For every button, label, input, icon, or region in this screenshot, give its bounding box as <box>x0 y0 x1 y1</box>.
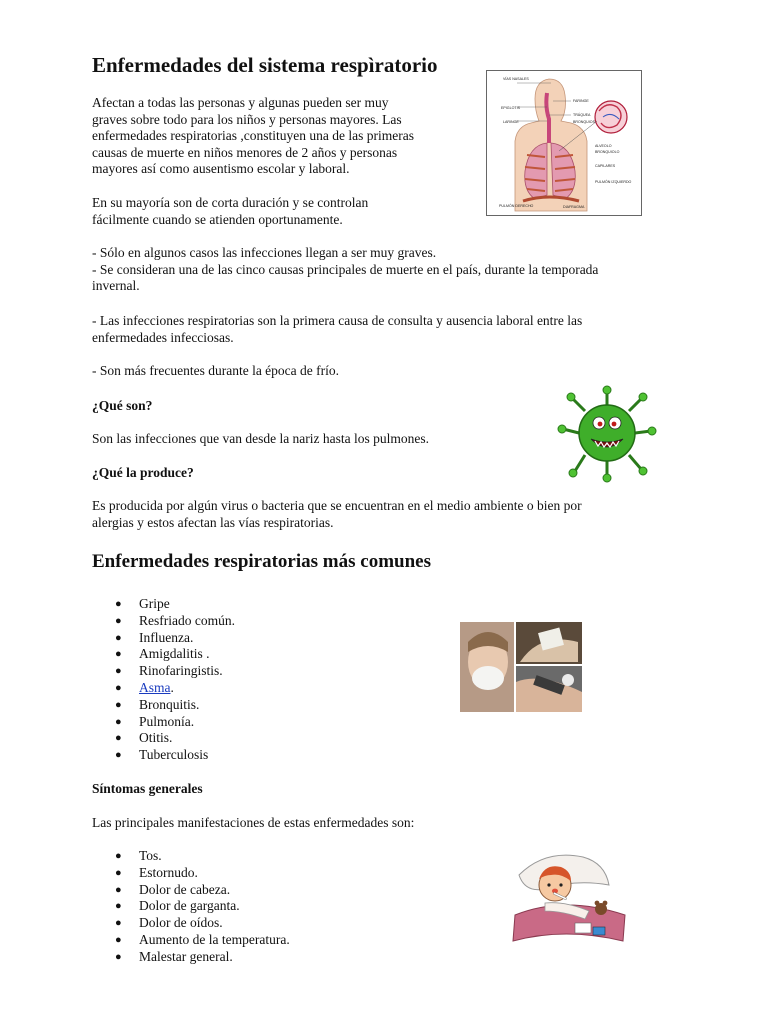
text-line: fácilmente cuando se atienden oportunamente. <box>92 211 343 227</box>
bullet: ● <box>115 614 122 627</box>
list-item <box>92 663 432 680</box>
list-item-text: Influenza. <box>139 629 194 645</box>
anatomy-label: BRONQUIOS <box>573 120 595 124</box>
consultation-paragraph <box>92 313 692 346</box>
what-causes-heading: ¿Qué la produce? <box>92 465 194 480</box>
list-item-text: Amigdalitis . <box>139 646 210 662</box>
sick-child-illustration <box>505 845 630 945</box>
text-line: Afectan a todas las personas y algunas pueden ser muy <box>92 95 389 110</box>
symptoms-list <box>92 848 432 966</box>
illness-photo-collage <box>460 622 582 712</box>
bullet: ● <box>115 950 122 963</box>
list-item-text: . <box>170 679 174 695</box>
sick-child-image <box>505 845 630 945</box>
text-line: - Las infecciones respiratorias son la primera causa de consulta y ausencia laboral entre las <box>92 313 583 328</box>
text-line: enfermedades respiratorias ,constituyen una de las primeras <box>92 128 415 144</box>
anatomy-label: LARINGE <box>503 120 519 124</box>
list-item-text: Tuberculosis <box>139 747 209 763</box>
bullet: ● <box>115 749 122 762</box>
respiratory-anatomy-image <box>486 70 642 216</box>
symptoms-intro: Las principales manifestaciones de estas enfermedades son: <box>92 815 415 830</box>
list-item <box>92 882 432 899</box>
duration-paragraph <box>92 195 472 228</box>
text-line: invernal. <box>92 278 140 294</box>
list-item <box>92 596 432 613</box>
text-line: mayores así como ausentismo escolar y laboral. <box>92 161 350 177</box>
bullet: ● <box>115 715 122 728</box>
list-item-text: Aumento de la temperatura. <box>139 931 290 947</box>
list-item <box>92 915 432 932</box>
anatomy-label: DIAFRAGMA <box>563 205 585 209</box>
section-title-common-diseases: Enfermedades respiratorias más comunes <box>92 551 431 572</box>
anatomy-illustration <box>487 71 641 215</box>
list-item <box>92 613 432 630</box>
facts-paragraph <box>92 245 692 295</box>
list-item-text: Pulmonía. <box>139 713 195 729</box>
virus-image <box>555 383 660 483</box>
list-item-text: Bronquitis. <box>139 696 200 712</box>
bullet: ● <box>115 598 122 610</box>
list-item <box>92 898 432 915</box>
bullet: ● <box>115 732 122 745</box>
what-are-heading: ¿Qué son? <box>92 398 153 413</box>
anatomy-label: CAPILARES <box>595 164 616 168</box>
photo-collage-illustration <box>460 622 582 712</box>
text-line: En su mayoría son de corta duración y se controlan <box>92 195 369 210</box>
text-line: - Se consideran una de las cinco causas principales de muerte en el país, durante la temporada <box>92 261 599 277</box>
list-item-text: Dolor de garganta. <box>139 898 240 914</box>
asma-link[interactable]: Asma <box>139 679 171 695</box>
text-line: graves sobre todo para los niños y personas mayores. Las <box>92 111 402 127</box>
bullet: ● <box>115 866 122 879</box>
list-item <box>92 932 432 949</box>
bullet: ● <box>115 648 122 661</box>
bullet: ● <box>115 850 122 862</box>
anatomy-label: ALVEOLO <box>595 144 612 148</box>
intro-paragraph <box>92 95 472 178</box>
list-item <box>92 680 432 697</box>
list-item-text: Dolor de oídos. <box>139 915 223 931</box>
list-item <box>92 646 432 663</box>
text-line: - Sólo en algunos casos las infecciones llegan a ser muy graves. <box>92 245 437 260</box>
list-item-text: Resfriado común. <box>139 612 235 628</box>
list-item <box>92 848 432 865</box>
text-line: Es producida por algún virus o bacteria que se encuentran en el medio ambiente o bien por <box>92 498 582 513</box>
list-item-text: Gripe <box>139 596 170 611</box>
page-title: Enfermedades del sistema respìratorio <box>92 53 438 77</box>
list-item-text: Dolor de cabeza. <box>139 881 231 897</box>
anatomy-label: VÍAS NASALES <box>503 77 529 81</box>
list-item <box>92 730 432 747</box>
list-item <box>92 630 432 647</box>
virus-illustration <box>555 383 660 483</box>
bullet: ● <box>115 883 122 896</box>
anatomy-label: PULMÓN IZQUIERDO <box>595 180 632 184</box>
list-item-text: Malestar general. <box>139 948 233 964</box>
list-item-text: Estornudo. <box>139 864 198 880</box>
bullet: ● <box>115 681 122 694</box>
bullet: ● <box>115 933 122 946</box>
bullet: ● <box>115 900 122 913</box>
text-line: alergias y estos afectan las vías respiratorias. <box>92 514 334 530</box>
bullet: ● <box>115 631 122 644</box>
text-line: enfermedades infecciosas. <box>92 329 234 345</box>
what-are-text: Son las infecciones que van desde la nariz hasta los pulmones. <box>92 431 430 446</box>
anatomy-label: FARINGE <box>573 99 589 103</box>
list-item <box>92 714 432 731</box>
text-line: causas de muerte en niños menores de 2 años y personas <box>92 144 398 160</box>
cold-season-text: - Son más frecuentes durante la época de frío. <box>92 363 340 378</box>
list-item <box>92 747 432 764</box>
anatomy-label: PULMÓN DERECHO <box>499 204 534 208</box>
symptoms-heading: Síntomas generales <box>92 781 203 796</box>
bullet: ● <box>115 698 122 711</box>
what-causes-paragraph <box>92 498 692 531</box>
bullet: ● <box>115 917 122 930</box>
list-item <box>92 697 432 714</box>
anatomy-label: TRÁQUEA <box>573 113 591 117</box>
list-item <box>92 865 432 882</box>
list-item-text: Tos. <box>139 848 162 863</box>
list-item-text: Otitis. <box>139 730 173 746</box>
anatomy-label: EPIGLOTIS <box>501 106 520 110</box>
list-item-text: Rinofaringistis. <box>139 663 223 679</box>
disease-list <box>92 596 432 764</box>
list-item <box>92 949 432 966</box>
bullet: ● <box>115 665 122 678</box>
anatomy-label: BRONQUIOLO <box>595 150 620 154</box>
